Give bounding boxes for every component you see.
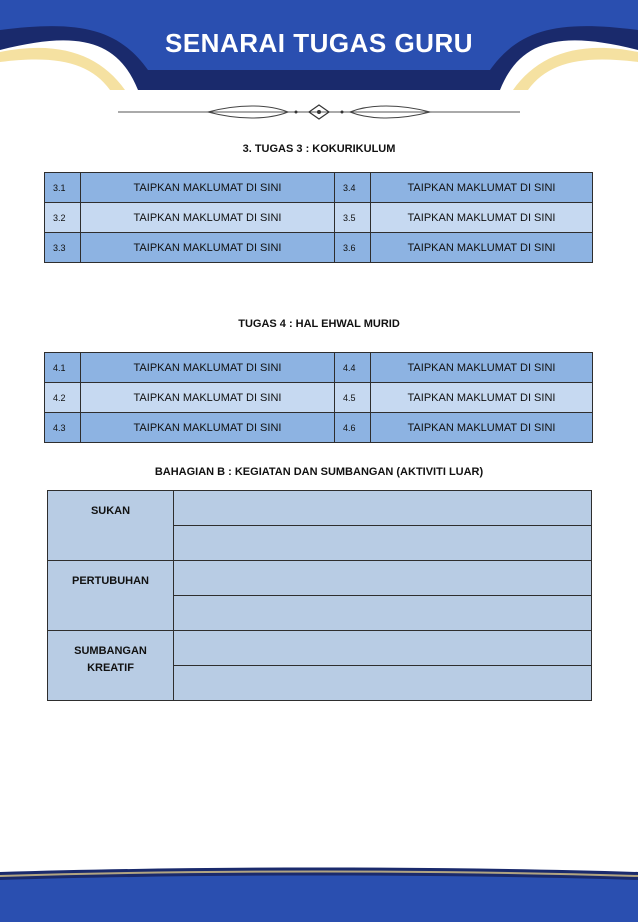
item-number: 4.6	[335, 413, 371, 443]
item-field[interactable]: TAIPKAN MAKLUMAT DI SINI	[81, 413, 335, 443]
tugas3-heading: 3. TUGAS 3 : KOKURIKULUM	[242, 143, 396, 155]
table-row	[48, 491, 592, 526]
item-number: 3.6	[335, 233, 371, 263]
activity-field[interactable]	[174, 491, 592, 526]
page-title: SENARAI TUGAS GURU	[164, 28, 473, 58]
page-header	[0, 0, 638, 90]
tugas4-table	[44, 352, 593, 443]
table-row	[45, 413, 593, 443]
item-number: 4.1	[45, 353, 81, 383]
table-row	[48, 561, 592, 596]
table-row	[45, 203, 593, 233]
activity-field[interactable]	[174, 666, 592, 701]
item-number: 4.5	[335, 383, 371, 413]
item-field[interactable]: TAIPKAN MAKLUMAT DI SINI	[371, 383, 593, 413]
bahagian-b-table	[47, 490, 592, 701]
activity-field[interactable]	[174, 526, 592, 561]
item-field[interactable]: TAIPKAN MAKLUMAT DI SINI	[81, 233, 335, 263]
table-row	[48, 631, 592, 666]
item-field[interactable]: TAIPKAN MAKLUMAT DI SINI	[81, 203, 335, 233]
table-row	[45, 353, 593, 383]
item-number: 3.4	[335, 173, 371, 203]
item-field[interactable]: TAIPKAN MAKLUMAT DI SINI	[371, 413, 593, 443]
activity-field[interactable]	[174, 596, 592, 631]
footer-banner	[0, 866, 638, 922]
item-number: 3.3	[45, 233, 81, 263]
item-number: 3.1	[45, 173, 81, 203]
item-number: 3.5	[335, 203, 371, 233]
page-footer	[0, 866, 638, 922]
ornament-divider	[118, 104, 520, 120]
item-field[interactable]: TAIPKAN MAKLUMAT DI SINI	[81, 383, 335, 413]
item-number: 3.2	[45, 203, 81, 233]
bahagian-b-heading: BAHAGIAN B : KEGIATAN DAN SUMBANGAN (AKTIVITI LUAR)	[154, 466, 484, 478]
category-label-pertubuhan: PERTUBUHAN	[48, 561, 174, 631]
tugas4-heading: TUGAS 4 : HAL EHWAL MURID	[238, 318, 400, 330]
item-number: 4.3	[45, 413, 81, 443]
table-row	[45, 383, 593, 413]
table-row	[45, 173, 593, 203]
item-field[interactable]: TAIPKAN MAKLUMAT DI SINI	[371, 203, 593, 233]
item-field[interactable]: TAIPKAN MAKLUMAT DI SINI	[371, 233, 593, 263]
activity-field[interactable]	[174, 631, 592, 666]
category-label-sumbangan-kreatif: SUMBANGAN KREATIF	[48, 631, 174, 701]
item-field[interactable]: TAIPKAN MAKLUMAT DI SINI	[371, 173, 593, 203]
item-field[interactable]: TAIPKAN MAKLUMAT DI SINI	[81, 353, 335, 383]
item-field[interactable]: TAIPKAN MAKLUMAT DI SINI	[371, 353, 593, 383]
item-field[interactable]: TAIPKAN MAKLUMAT DI SINI	[81, 173, 335, 203]
item-number: 4.2	[45, 383, 81, 413]
category-label-sukan: SUKAN	[48, 491, 174, 561]
item-number: 4.4	[335, 353, 371, 383]
table-row	[45, 233, 593, 263]
activity-field[interactable]	[174, 561, 592, 596]
tugas3-table	[44, 172, 593, 263]
